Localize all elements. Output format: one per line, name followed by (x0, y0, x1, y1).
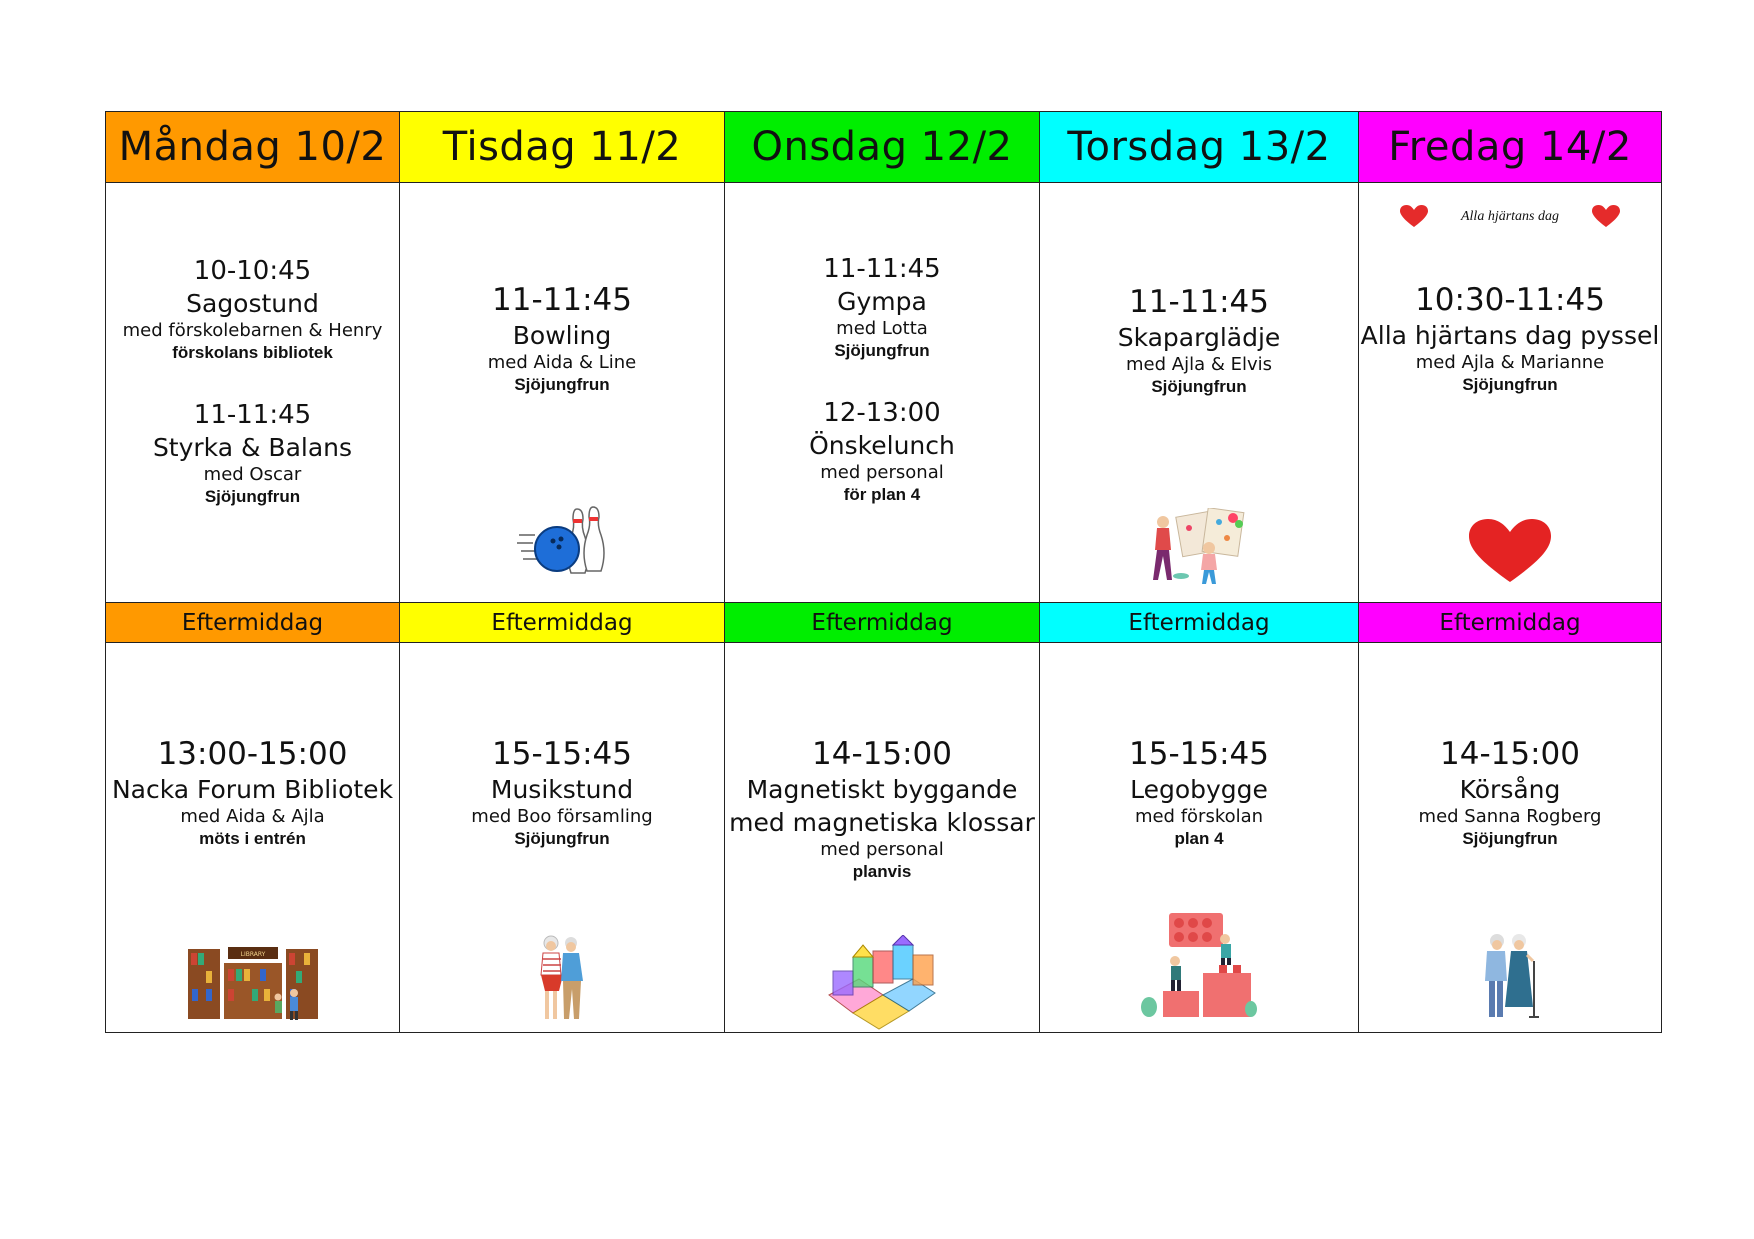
activity-time: 14-15:00 (812, 736, 952, 772)
activity-block (725, 397, 1039, 506)
activity-location: Sjöjungfrun (1151, 377, 1247, 396)
activity-title: Magnetiskt byggande (746, 775, 1018, 804)
activity-leader: med Aida & Ajla (180, 806, 325, 827)
morning-row (106, 183, 1662, 603)
day-header-monday (106, 112, 400, 183)
activity-leader: med förskolan (1134, 806, 1264, 827)
activity-title: Alla hjärtans dag pyssel (1360, 321, 1660, 350)
activity-leader: med Sanna Rogberg (1418, 806, 1602, 827)
activity-time: 11-11:45 (823, 254, 941, 284)
magnetic-tiles-icon (823, 935, 941, 1031)
activity-leader: med Ajla & Marianne (1415, 352, 1605, 373)
dancing-couple-icon (533, 933, 591, 1025)
activity-block (1359, 281, 1661, 396)
activity-title: Bowling (512, 321, 612, 350)
activity-leader: med Ajla & Elvis (1126, 354, 1272, 375)
activity-block (106, 399, 399, 508)
afternoon-cell-friday (1359, 643, 1662, 1033)
activity-block (725, 253, 1039, 362)
morning-cell-tuesday (400, 183, 725, 603)
afternoon-label: Eftermiddag (181, 609, 324, 636)
activity-location: Sjöjungfrun (514, 375, 610, 394)
valentine-banner (1359, 205, 1661, 229)
afternoon-label-tuesday (400, 603, 725, 643)
activity-title: Legobygge (1130, 775, 1268, 804)
afternoon-header-row (106, 603, 1662, 643)
activity-title: Nacka Forum Bibliotek (111, 775, 394, 804)
activity-title: Gympa (837, 287, 927, 316)
activity-time: 11-11:45 (492, 282, 632, 318)
afternoon-cell-thursday (1040, 643, 1359, 1033)
activity-title: Styrka & Balans (152, 433, 353, 462)
activity-leader: med Aida & Line (487, 352, 637, 373)
afternoon-label-monday (106, 603, 400, 643)
activity-block (400, 281, 724, 396)
activity-time: 15-15:45 (1129, 736, 1269, 772)
day-header-tuesday (400, 112, 725, 183)
activity-location: förskolans bibliotek (172, 343, 333, 362)
activity-location: Sjöjungfrun (1462, 375, 1558, 394)
activity-leader: med Oscar (203, 464, 302, 485)
activity-leader: med Lotta (836, 318, 928, 339)
activity-block (106, 735, 399, 850)
heart-icon (1467, 518, 1553, 584)
afternoon-row (106, 643, 1662, 1033)
activity-block (106, 255, 399, 364)
library-sign: LIBRARY (240, 951, 265, 958)
day-header-row (106, 112, 1662, 183)
activity-block (725, 735, 1039, 883)
afternoon-label-friday (1359, 603, 1662, 643)
activity-location: Sjöjungfrun (834, 341, 930, 360)
activity-location: för plan 4 (843, 485, 921, 504)
activity-title: Musikstund (490, 775, 634, 804)
afternoon-label: Eftermiddag (491, 609, 633, 636)
lego-blocks-icon (1139, 911, 1259, 1019)
activity-title: Önskelunch (809, 431, 955, 460)
day-title: Måndag 10/2 (118, 124, 387, 170)
activity-block (1359, 735, 1661, 850)
valentine-banner-text: Alla hjärtans dag (1460, 209, 1559, 225)
morning-cell-friday (1359, 183, 1662, 603)
day-title: Onsdag 12/2 (751, 124, 1013, 170)
activity-title: Sagostund (186, 289, 319, 318)
day-title: Torsdag 13/2 (1067, 124, 1331, 170)
activity-location: Sjöjungfrun (1462, 829, 1558, 848)
activity-title: Körsång (1459, 775, 1561, 804)
activity-location: plan 4 (1174, 829, 1224, 848)
activity-leader: med Boo församling (471, 806, 653, 827)
afternoon-cell-wednesday (725, 643, 1040, 1033)
day-header-friday (1359, 112, 1662, 183)
bowling-icon (517, 505, 607, 577)
activity-location: planvis (852, 862, 912, 881)
afternoon-label-wednesday (725, 603, 1040, 643)
activity-leader: med förskolebarnen & Henry (122, 320, 383, 341)
activity-title: Skaparglädje (1117, 323, 1281, 352)
activity-block (1040, 735, 1358, 850)
activity-leader: med personal (820, 839, 944, 860)
crafting-people-icon (1149, 508, 1249, 586)
activity-location: Sjöjungfrun (514, 829, 610, 848)
activity-block (400, 735, 724, 850)
morning-cell-wednesday (725, 183, 1040, 603)
library-icon (186, 945, 320, 1021)
activity-subtitle: med magnetiska klossar (729, 808, 1035, 837)
afternoon-label: Eftermiddag (811, 609, 953, 636)
activity-time: 10-10:45 (193, 256, 312, 286)
activity-time: 12-13:00 (823, 398, 941, 428)
afternoon-label-thursday (1040, 603, 1359, 643)
afternoon-label: Eftermiddag (1128, 609, 1270, 636)
activity-time: 14-15:00 (1440, 736, 1580, 772)
heart-icon (1399, 205, 1429, 229)
heart-icon (1591, 205, 1621, 229)
singing-couple-icon (1479, 931, 1541, 1023)
weekly-schedule (105, 111, 1662, 1033)
activity-time: 11-11:45 (1129, 284, 1269, 320)
activity-location: Sjöjungfrun (204, 487, 301, 506)
afternoon-label: Eftermiddag (1439, 609, 1581, 636)
morning-cell-thursday (1040, 183, 1359, 603)
afternoon-cell-tuesday (400, 643, 725, 1033)
day-title: Tisdag 11/2 (442, 124, 682, 170)
activity-location: möts i entrén (199, 829, 306, 848)
activity-time: 10:30-11:45 (1415, 282, 1605, 318)
activity-leader: med personal (820, 462, 944, 483)
day-header-thursday (1040, 112, 1359, 183)
activity-time: 15-15:45 (492, 736, 632, 772)
activity-block (1040, 283, 1358, 398)
afternoon-cell-monday (106, 643, 400, 1033)
activity-time: 11-11:45 (193, 400, 312, 430)
activity-time: 13:00-15:00 (157, 736, 348, 772)
day-title: Fredag 14/2 (1388, 124, 1632, 170)
day-header-wednesday (725, 112, 1040, 183)
morning-cell-monday (106, 183, 400, 603)
